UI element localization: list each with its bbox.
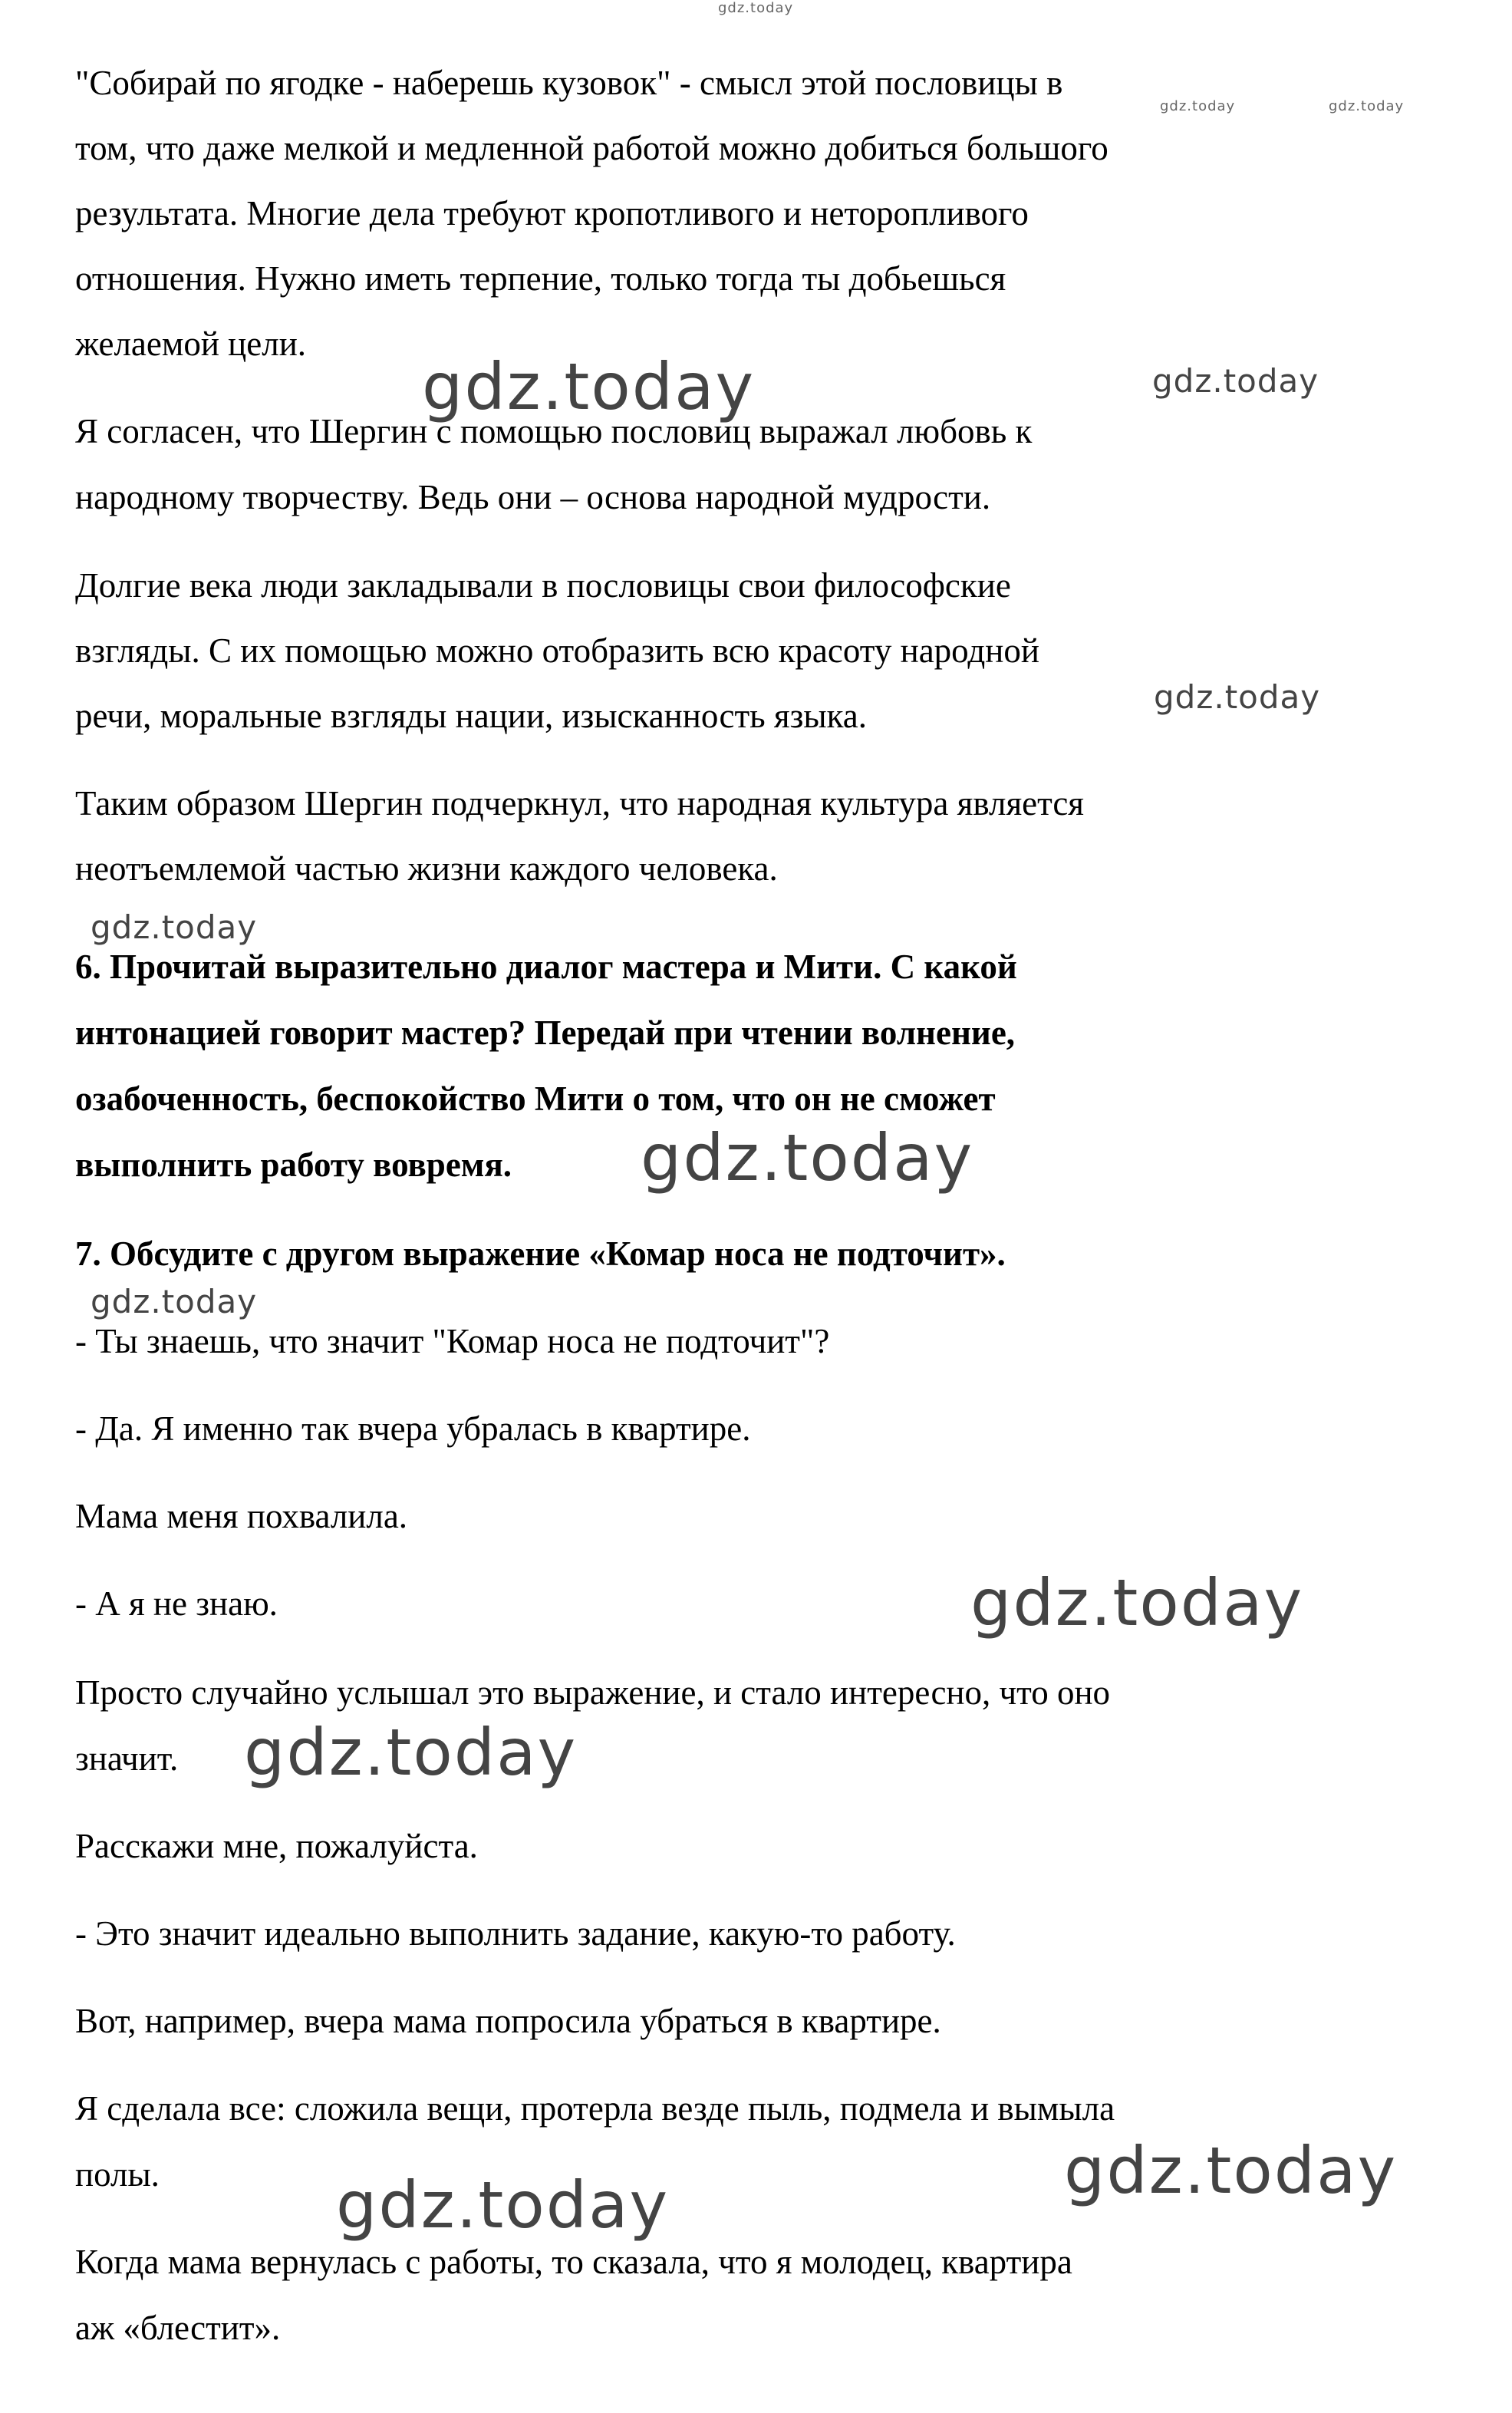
watermark-medium: gdz.today: [1152, 362, 1319, 400]
text-line: Долгие века люди закладывали в пословицы свои философские: [75, 566, 1011, 605]
dialogue-line: Расскажи мне, пожалуйста.: [75, 1827, 478, 1865]
text-line: Таким образом Шергин подчеркнул, что народная культура является: [75, 784, 1084, 822]
watermark-medium: gdz.today: [91, 908, 258, 946]
dialogue-line: Мама меня похвалила.: [75, 1497, 408, 1535]
text-line: народному творчеству. Ведь они – основа народной мудрости.: [75, 478, 991, 516]
watermark-large: gdz.today: [970, 1565, 1304, 1640]
text-line: взгляды. С их помощью можно отобразить всю красоту народной: [75, 631, 1039, 670]
watermark-large: gdz.today: [244, 1715, 578, 1790]
text-line: неотъемлемой частью жизни каждого человека.: [75, 849, 778, 888]
watermark-small: gdz.today: [1160, 98, 1236, 114]
text-line: отношения. Нужно иметь терпение, только тогда ты добьешься: [75, 259, 1006, 298]
dialogue-line: - А я не знаю.: [75, 1584, 278, 1623]
dialogue-line: Просто случайно услышал это выражение, и стало интересно, что оно: [75, 1673, 1111, 1712]
watermark-large: gdz.today: [422, 349, 756, 424]
watermark-large: gdz.today: [1064, 2133, 1398, 2208]
watermark-top: gdz.today: [718, 0, 794, 16]
text-line: желаемой цели.: [75, 325, 307, 363]
watermark-medium: gdz.today: [1154, 678, 1321, 716]
dialogue-line: полы.: [75, 2155, 160, 2194]
text-line: "Собирай по ягодке - наберешь кузовок" - смысл этой пословицы в: [75, 64, 1063, 102]
dialogue-line: - Да. Я именно так вчера убралась в квартире.: [75, 1409, 751, 1448]
dialogue-line: Вот, например, вчера мама попросила убраться в квартире.: [75, 2002, 941, 2040]
watermark-small: gdz.today: [1329, 98, 1405, 114]
task-6-line: 6. Прочитай выразительно диалог мастера и Мити. С какой: [75, 948, 1017, 986]
dialogue-line: - Это значит идеально выполнить задание, какую-то работу.: [75, 1914, 956, 1953]
task-6-line: интонацией говорит мастер? Передай при чтении волнение,: [75, 1014, 1016, 1052]
dialogue-line: аж «блестит».: [75, 2309, 281, 2347]
dialogue-line: значит.: [75, 1739, 179, 1778]
text-line: Я согласен, что Шергин с помощью пословиц выражал любовь к: [75, 412, 1033, 450]
dialogue-line: Когда мама вернулась с работы, то сказала, что я молодец, квартира: [75, 2243, 1072, 2281]
text-line: результата. Многие дела требуют кропотливого и неторопливого: [75, 194, 1029, 232]
watermark-large: gdz.today: [336, 2167, 670, 2243]
dialogue-line: Я сделала все: сложила вещи, протерла везде пыль, подмела и вымыла: [75, 2089, 1115, 2128]
dialogue-line: - Ты знаешь, что значит "Комар носа не подточит"?: [75, 1322, 830, 1360]
watermark-large: gdz.today: [641, 1120, 974, 1195]
text-line: речи, моральные взгляды нации, изысканность языка.: [75, 697, 867, 735]
task-6-line: выполнить работу вовремя.: [75, 1146, 512, 1184]
task-6-line: озабоченность, беспокойство Мити о том, что он не сможет: [75, 1080, 996, 1118]
watermark-medium: gdz.today: [91, 1283, 258, 1320]
text-line: том, что даже мелкой и медленной работой можно добиться большого: [75, 129, 1108, 167]
task-7-heading: 7. Обсудите с другом выражение «Комар носа не подточит».: [75, 1235, 1006, 1273]
